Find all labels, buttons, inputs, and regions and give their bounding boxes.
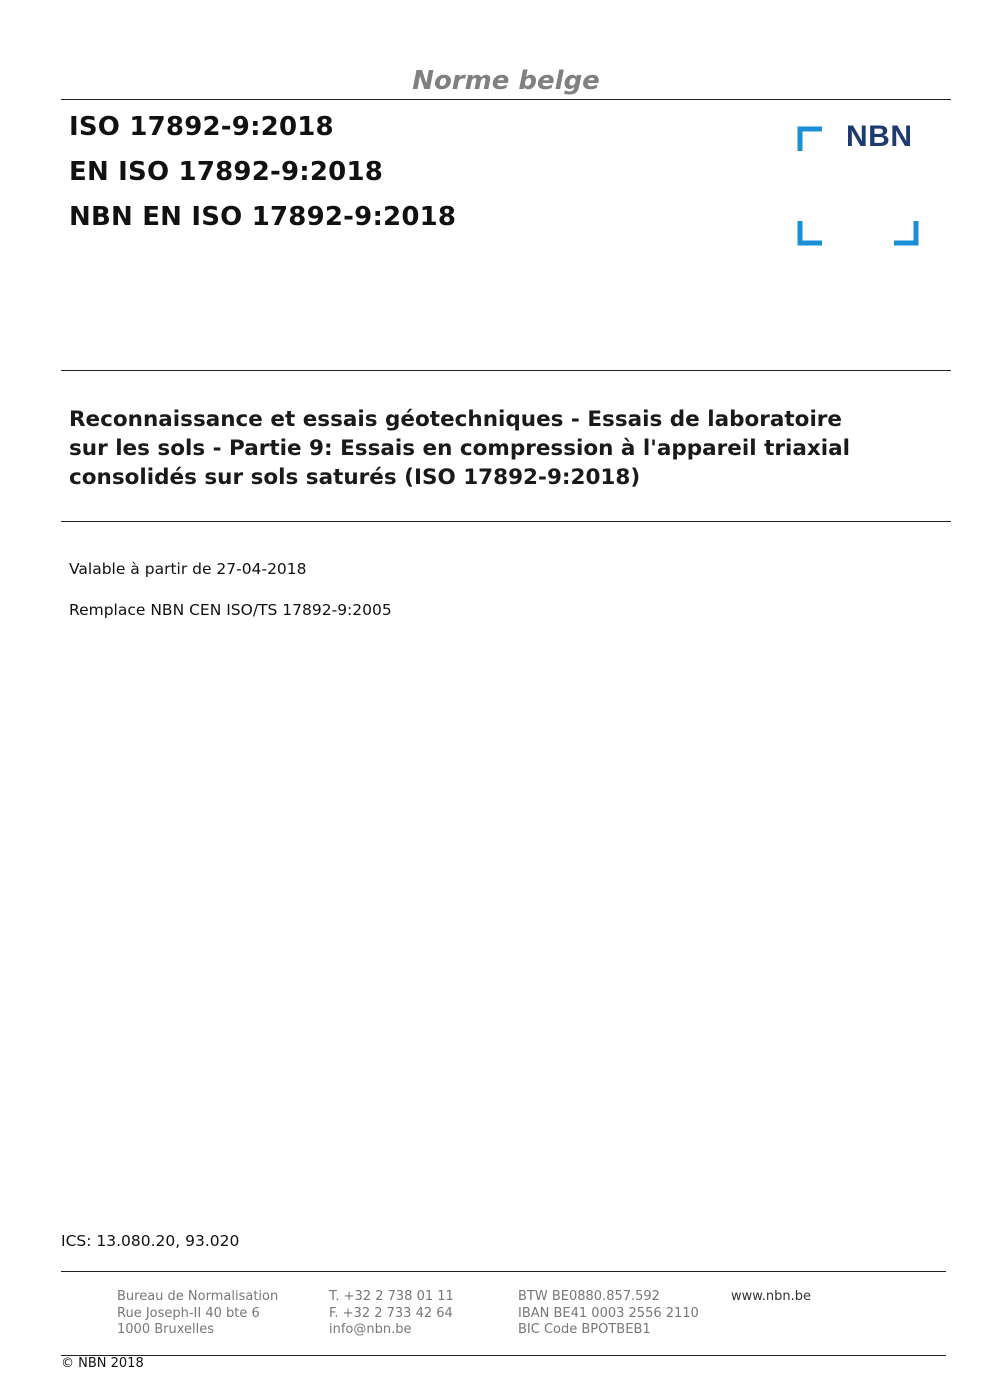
address-line: 1000 Bruxelles <box>117 1322 215 1337</box>
footer-website <box>731 1289 811 1306</box>
document-title <box>69 405 949 492</box>
title-bottom-rule <box>61 521 951 522</box>
footer-contact <box>329 1289 454 1339</box>
footer-address <box>117 1289 278 1339</box>
address-line: Rue Joseph-II 40 bte 6 <box>117 1305 260 1321</box>
footer-bottom-rule <box>61 1355 946 1356</box>
header-rule <box>61 99 951 100</box>
bic: BIC Code BPOTBEB1 <box>518 1322 651 1337</box>
en-iso-number: EN ISO 17892-9:2018 <box>69 157 384 187</box>
valid-from: Valable à partir de 27-04-2018 <box>69 560 307 578</box>
title-top-rule <box>61 370 951 371</box>
iso-number: ISO 17892-9:2018 <box>69 112 334 142</box>
vat-number: BTW BE0880.857.592 <box>518 1289 660 1304</box>
iban: IBAN BE41 0003 2556 2110 <box>518 1305 699 1321</box>
phone: T. +32 2 738 01 11 <box>329 1289 454 1304</box>
title-line: consolidés sur sols saturés (ISO 17892-9:2018) <box>69 465 641 490</box>
document-type-label: Norme belge <box>412 66 600 96</box>
nbn-en-iso-number: NBN EN ISO 17892-9:2018 <box>69 202 457 232</box>
fax: F. +32 2 733 42 64 <box>329 1305 453 1321</box>
nbn-logo-text: NBN <box>846 120 913 153</box>
ics-codes: ICS: 13.080.20, 93.020 <box>61 1232 240 1250</box>
website-link[interactable]: www.nbn.be <box>731 1289 811 1304</box>
copyright: © NBN 2018 <box>61 1356 144 1371</box>
title-line: Reconnaissance et essais géotechniques - Essais de laboratoire <box>69 407 842 432</box>
footer-top-rule <box>61 1271 946 1272</box>
footer-bank <box>518 1289 699 1339</box>
replaces: Remplace NBN CEN ISO/TS 17892-9:2005 <box>69 601 392 619</box>
address-line: Bureau de Normalisation <box>117 1289 279 1304</box>
title-line: sur les sols - Partie 9: Essais en compression à l'appareil triaxial <box>69 436 850 461</box>
email-link[interactable]: info@nbn.be <box>329 1322 412 1337</box>
